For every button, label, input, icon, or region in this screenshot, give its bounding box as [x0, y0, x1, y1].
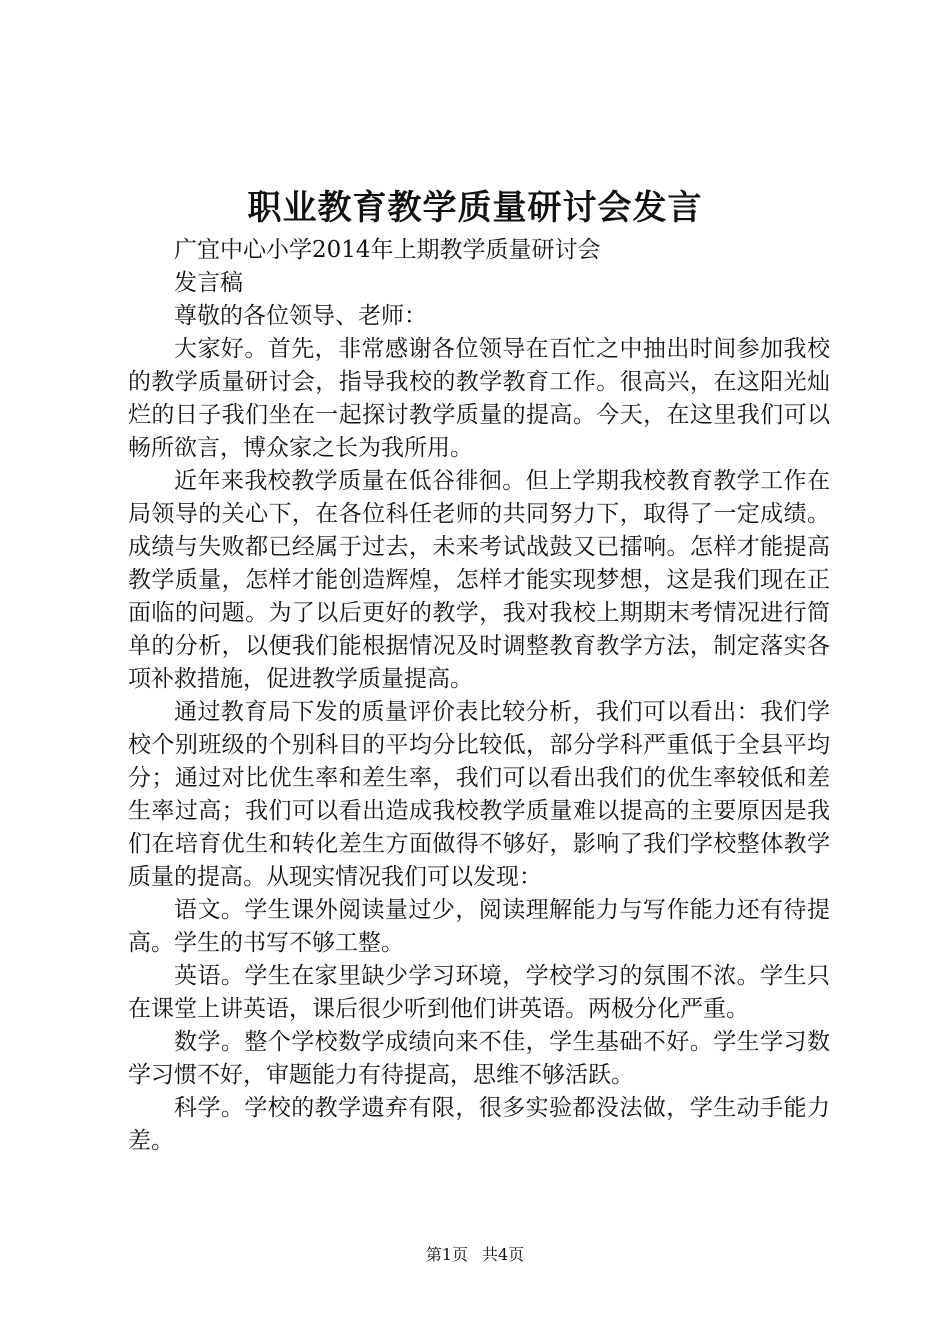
paragraph-school-heading: 广宜中心小学2014年上期教学质量研讨会 [174, 237, 601, 263]
document-title: 职业教育教学质量研讨会发言 [247, 188, 703, 228]
page-number: 第1页 [425, 1245, 468, 1264]
paragraph-draft-label: 发言稿 [174, 270, 243, 296]
page-footer [0, 1244, 950, 1266]
paragraph-analysis: 通过教育局下发的质量评价表比较分析，我们可以看出：我们学校个别班级的个别科目的平均分比较低，部分学科严重低于全县平均分；通过对比优生率和差生率，我们可以看出我们的优生率较低和差生率过高；我们可以看出造成我校教学质量难以提高的主要原因是我们在培育优生和转化差生方面做得不够好，影响了我们学校整体教学质量的提高。从现实情况我们可以发现： [128, 699, 830, 890]
paragraph-greeting: 大家好。首先，非常感谢各位领导在百忙之中抽出时间参加我校的教学质量研讨会，指导我校的教学教育工作。很高兴，在这阳光灿烂的日子我们坐在一起探讨教学质量的提高。今天，在这里我们可以畅所欲言，博众家之长为我所用。 [128, 336, 830, 461]
paragraph-english: 英语。学生在家里缺少学习环境，学校学习的氛围不浓。学生只在课堂上讲英语，课后很少听到他们讲英语。两极分化严重。 [128, 963, 830, 1022]
paragraph-salutation: 尊敬的各位领导、老师： [174, 303, 427, 329]
document-body [128, 234, 830, 1158]
paragraph-math: 数学。整个学校数学成绩向来不佳，学生基础不好。学生学习数学习惯不好，审题能力有待提高，思维不够活跃。 [128, 1029, 830, 1088]
paragraph-chinese: 语文。学生课外阅读量过少，阅读理解能力与写作能力还有待提高。学生的书写不够工整。 [128, 897, 830, 956]
page-total: 共4页 [482, 1245, 525, 1264]
paragraph-science: 科学。学校的教学遗弃有限，很多实验都没法做，学生动手能力差。 [128, 1095, 830, 1154]
paragraph-background: 近年来我校教学质量在低谷徘徊。但上学期我校教育教学工作在局领导的关心下，在各位科任老师的共同努力下，取得了一定成绩。成绩与失败都已经属于过去，未来考试战鼓又已擂响。怎样才能提高教学质量，怎样才能创造辉煌，怎样才能实现梦想，这是我们现在正面临的问题。为了以后更好的教学，我对我校上期期末考情况进行简单的分析，以便我们能根据情况及时调整教育教学方法，制定落实各项补救措施，促进教学质量提高。 [128, 468, 830, 692]
